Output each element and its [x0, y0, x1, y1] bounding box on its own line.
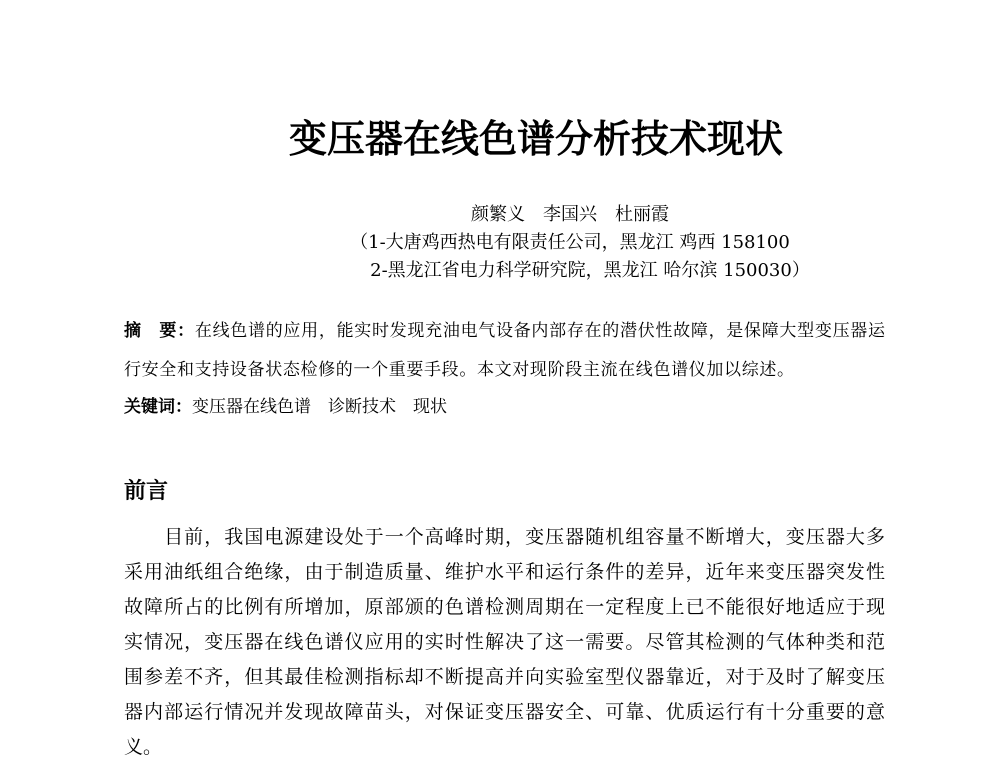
- abstract-line-1: [124, 316, 885, 341]
- section-heading: 前言: [124, 479, 169, 504]
- body-line: 目前，我国电源建设处于一个高峰时期，变压器随机组容量不断增大，变压器大多: [124, 526, 885, 548]
- affiliation-2: 2-黑龙江省电力科学研究院，黑龙江 哈尔滨 150030）: [370, 260, 810, 281]
- authors: 颜繁义 李国兴 杜丽霞: [471, 204, 669, 225]
- keywords-label: 关键词：: [124, 397, 192, 417]
- body-line: 围参差不齐，但其最佳检测指标却不断提高并向实验室型仪器靠近，对于及时了解变压: [124, 666, 885, 688]
- body-line: 义。: [124, 736, 163, 758]
- abstract-text: 在线色谱的应用，能实时发现充油电气设备内部存在的潜伏性故障，是保障大型变压器运: [194, 321, 886, 341]
- body-line: 采用油纸组合绝缘，由于制造质量、维护水平和运行条件的差异，近年来变压器突发性: [124, 561, 885, 583]
- keywords: [124, 392, 447, 417]
- body-line: 器内部运行情况并发现故障苗头，对保证变压器安全、可靠、优质运行有十分重要的意: [124, 701, 885, 723]
- abstract-line-2: 行安全和支持设备状态检修的一个重要手段。本文对现阶段主流在线色谱仪加以综述。: [124, 360, 794, 380]
- paper-title: 变压器在线色谱分析技术现状: [288, 117, 783, 161]
- keywords-text: 变压器在线色谱 诊断技术 现状: [192, 397, 447, 417]
- body-line: 故障所占的比例有所增加，原部颁的色谱检测周期在一定程度上已不能很好地适应于现: [124, 596, 885, 618]
- body-line: 实情况，变压器在线色谱仪应用的实时性解决了这一需要。尽管其检测的气体种类和范: [124, 631, 885, 653]
- abstract-label: 摘 要：: [124, 321, 195, 341]
- affiliation-1: （1-大唐鸡西热电有限责任公司，黑龙江 鸡西 158100: [350, 232, 790, 253]
